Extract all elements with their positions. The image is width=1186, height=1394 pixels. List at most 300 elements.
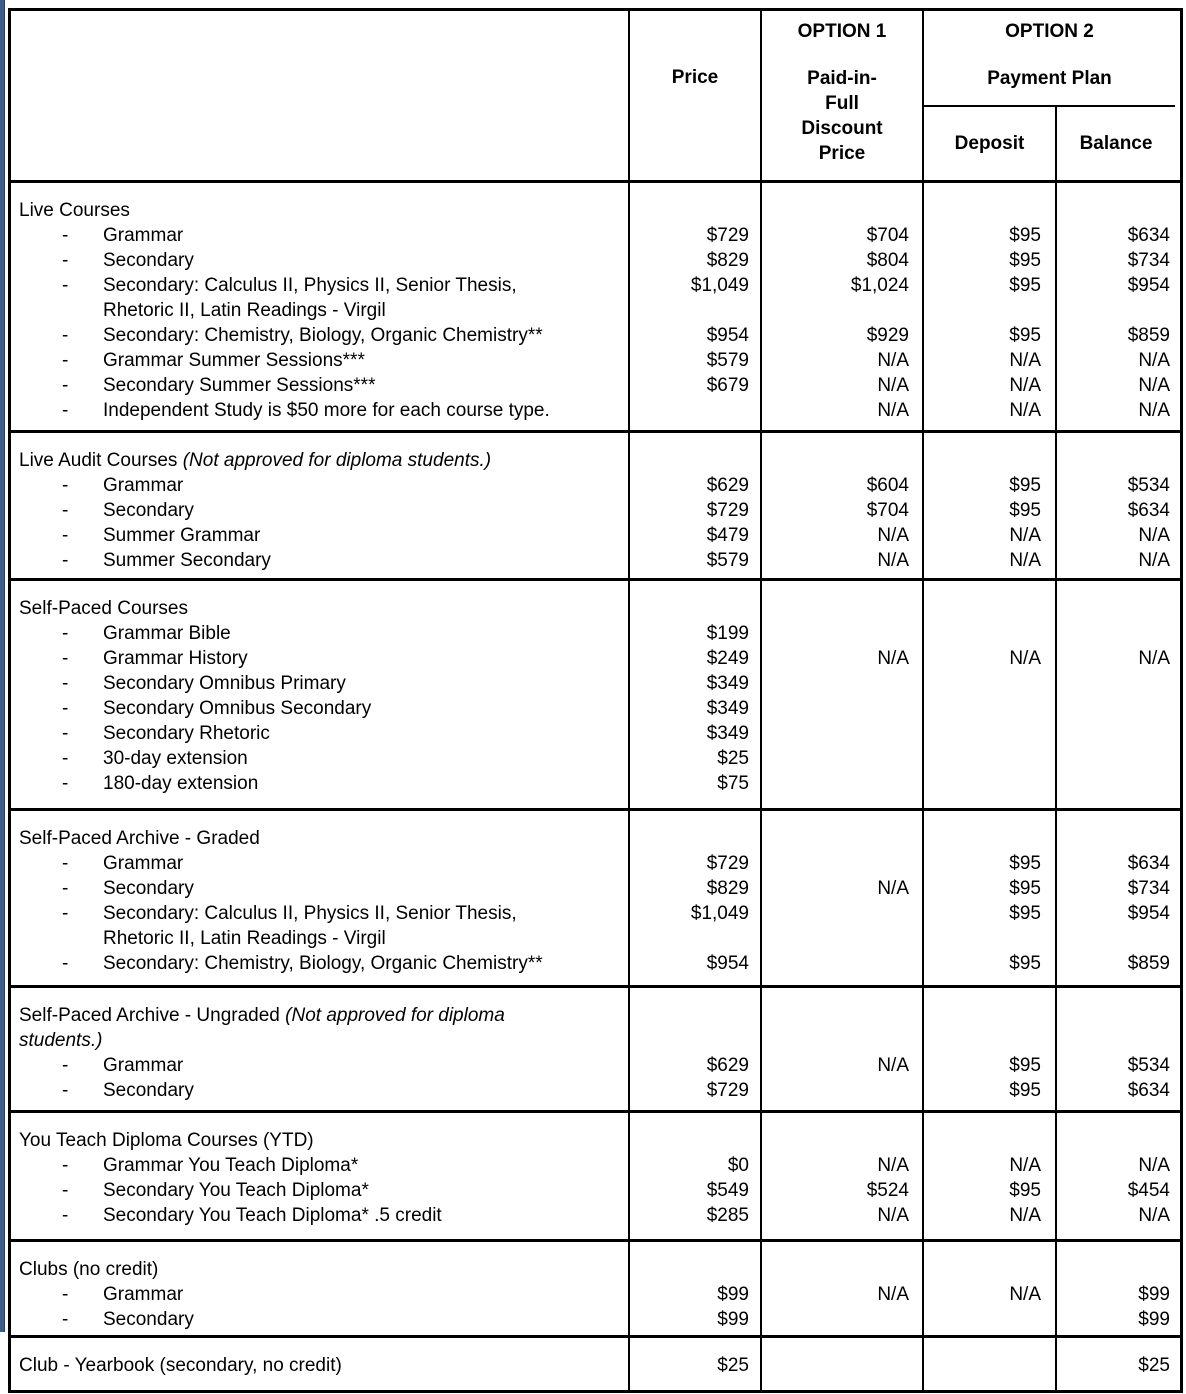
balance-cell: $954 [1127,903,1170,924]
course-item-text: 30-day extension [103,748,248,769]
option1-cell: N/A [877,550,909,571]
price-cell: $829 [706,878,749,899]
balance-cell [1057,1128,1178,1153]
balance-cell: N/A [1138,648,1170,669]
list-bullet: - [62,500,69,521]
option1-cell: $1,024 [850,275,909,296]
option1-cell: N/A [877,400,909,421]
section-title-text: Clubs (no credit) [19,1259,159,1280]
option1-cell [762,771,922,796]
course-item-line [11,901,628,926]
course-item-line [11,1282,628,1307]
course-item-text: Summer Grammar [103,525,261,546]
price-column [630,433,762,578]
price-cell: $829 [706,250,749,271]
deposit-cell: N/A [1009,350,1041,371]
balance-column [1057,1113,1178,1239]
course-item-line [11,771,628,796]
course-item-text: Secondary [103,250,194,271]
course-item-line [11,1153,628,1178]
section-title-text: Self-Paced Courses [19,598,188,619]
price-cell: $1,049 [690,903,749,924]
section-title [11,1353,628,1378]
course-item-line [11,548,628,573]
balance-cell: $859 [1127,953,1170,974]
list-bullet: - [62,1309,69,1330]
section-title-text: Live Audit Courses [19,450,183,471]
deposit-cell: N/A [1009,400,1041,421]
deposit-column [924,1242,1057,1335]
price-cell: $729 [706,500,749,521]
deposit-cell: $95 [1009,1080,1041,1101]
course-item-line [11,498,628,523]
description-header-cell [11,11,630,180]
balance-cell: $634 [1127,853,1170,874]
course-item-text: Secondary: Chemistry, Biology, Organic Chemistry** [103,325,543,346]
pricing-section [11,808,1180,985]
balance-cell: $734 [1127,250,1170,271]
option1-cell [762,851,922,876]
list-bullet: - [62,723,69,744]
course-item-line [11,1078,628,1103]
list-bullet: - [62,550,69,571]
balance-cell [1057,1257,1178,1282]
deposit-cell [924,696,1055,721]
deposit-column [924,1338,1057,1390]
description-column [11,183,630,430]
list-bullet: - [62,225,69,246]
course-item-text: Secondary [103,1309,194,1330]
balance-cell: $634 [1127,1080,1170,1101]
list-bullet: - [62,1080,69,1101]
price-cell: $954 [706,325,749,346]
deposit-column [924,183,1057,430]
pricing-section [11,180,1180,430]
list-bullet: - [62,673,69,694]
course-item-text: Secondary: Chemistry, Biology, Organic Chemistry** [103,953,543,974]
option2-title: OPTION 2 [1005,21,1094,42]
deposit-cell [924,746,1055,771]
deposit-column [924,433,1057,578]
deposit-cell: N/A [1009,375,1041,396]
balance-cell: N/A [1138,400,1170,421]
price-column [630,811,762,985]
list-bullet: - [62,623,69,644]
option2-header-group [924,11,1175,180]
course-item-line [11,248,628,273]
option1-cell [762,746,922,771]
price-cell: $1,049 [690,275,749,296]
course-item-text: Secondary You Teach Diploma* [103,1180,369,1201]
deposit-cell: $95 [1009,878,1041,899]
course-item-text: Rhetoric II, Latin Readings - Virgil [103,928,386,949]
section-title-text: Club - Yearbook (secondary, no credit) [19,1355,342,1376]
deposit-cell: $95 [1009,500,1041,521]
list-bullet: - [62,748,69,769]
list-bullet: - [62,475,69,496]
list-bullet: - [62,525,69,546]
balance-header-cell: Balance [1079,132,1153,154]
option1-title: OPTION 1 [797,21,887,42]
price-cell: $75 [717,773,749,794]
option1-cell: N/A [877,1055,909,1076]
price-cell: $349 [706,698,749,719]
option1-cell: N/A [877,1284,909,1305]
description-column [11,581,630,808]
option1-column [762,1113,924,1239]
balance-cell [1057,771,1178,796]
option1-cell: N/A [877,375,909,396]
list-bullet: - [62,1284,69,1305]
section-title [11,1128,628,1153]
balance-cell: $534 [1127,475,1170,496]
deposit-column [924,988,1057,1110]
list-bullet: - [62,275,69,296]
option1-cell [762,696,922,721]
course-item-text: Secondary [103,1080,194,1101]
deposit-cell: $95 [1009,1180,1041,1201]
list-bullet: - [62,853,69,874]
option1-cell: $704 [866,500,909,521]
viewer-edge-strip [0,0,5,1332]
course-item-line [11,696,628,721]
course-item-text: Secondary Omnibus Primary [103,673,346,694]
balance-cell: N/A [1138,375,1170,396]
course-item-line [11,398,628,423]
balance-cell [1057,671,1178,696]
price-cell: $729 [706,225,749,246]
course-item-text: Summer Secondary [103,550,271,571]
section-title [11,826,628,851]
course-item-text: Secondary Summer Sessions*** [103,375,376,396]
section-title-text: Self-Paced Archive - Graded [19,828,260,849]
deposit-cell: $95 [1009,903,1041,924]
pricing-section [11,1110,1180,1239]
balance-column [1057,811,1178,985]
section-title [11,198,628,223]
course-item-text: Secondary Rhetoric [103,723,270,744]
section-title [11,1003,628,1028]
deposit-cell: N/A [1009,1155,1041,1176]
balance-cell [1057,696,1178,721]
price-cell [630,398,760,423]
balance-cell [1057,621,1178,646]
option1-column [762,433,924,578]
option1-cell [762,951,922,976]
course-item-line [11,876,628,901]
price-cell [630,596,760,621]
section-title-text: Live Courses [19,200,130,221]
list-bullet: - [62,250,69,271]
balance-cell: N/A [1138,1155,1170,1176]
option1-cell [762,198,922,223]
balance-cell: $859 [1127,325,1170,346]
option1-subtitle: Paid-in-Full Discount Price [801,68,883,164]
price-cell [630,826,760,851]
price-cell [630,1257,760,1282]
option1-cell: $604 [866,475,909,496]
course-item-text: Grammar [103,225,184,246]
deposit-cell: $95 [1009,1055,1041,1076]
deposit-cell: N/A [1009,1284,1041,1305]
price-cell: $349 [706,673,749,694]
course-item-text: Secondary: Calculus II, Physics II, Senior Thesis, [103,275,517,296]
section-title-text: (Not approved for diploma [285,1005,505,1026]
balance-cell: $99 [1138,1309,1170,1330]
course-item-text: Grammar Bible [103,623,231,644]
course-item-text: Grammar [103,475,184,496]
deposit-cell [924,1307,1055,1332]
deposit-cell [924,198,1055,223]
list-bullet: - [62,698,69,719]
balance-cell [1057,1003,1178,1053]
deposit-cell [924,771,1055,796]
balance-cell: N/A [1138,1205,1170,1226]
price-cell: $679 [706,375,749,396]
deposit-cell: $95 [1009,275,1041,296]
list-bullet: - [62,878,69,899]
option1-cell [762,1128,922,1153]
list-bullet: - [62,1155,69,1176]
course-item-line [11,951,628,976]
list-bullet: - [62,1055,69,1076]
pricing-table [8,8,1183,1393]
deposit-cell: $95 [1009,953,1041,974]
deposit-cell [924,448,1055,473]
course-item-line [11,851,628,876]
price-cell [630,1128,760,1153]
option1-cell [762,901,922,951]
deposit-cell [924,1257,1055,1282]
option1-column [762,811,924,985]
section-title-text: You Teach Diploma Courses (YTD) [19,1130,314,1151]
list-bullet: - [62,375,69,396]
deposit-cell: N/A [1009,525,1041,546]
balance-cell: $634 [1127,500,1170,521]
deposit-cell: N/A [1009,550,1041,571]
option2-header-cell [924,11,1175,105]
course-item-line [11,523,628,548]
list-bullet: - [62,325,69,346]
description-column [11,1338,630,1390]
course-item-text: Secondary [103,500,194,521]
description-column [11,811,630,985]
balance-column [1057,183,1178,430]
section-title-text: students.) [19,1030,103,1051]
balance-cell [1057,826,1178,851]
course-item-line [11,1203,628,1228]
price-cell: $249 [706,648,749,669]
option1-cell: N/A [877,1155,909,1176]
balance-cell [1057,448,1178,473]
deposit-cell [924,671,1055,696]
price-column [630,1113,762,1239]
table-header [11,11,1180,180]
price-cell: $549 [706,1180,749,1201]
course-item-line [11,1053,628,1078]
course-item-text: Grammar Summer Sessions*** [103,350,365,371]
deposit-cell: $95 [1009,325,1041,346]
course-item-line [11,1178,628,1203]
course-item-text: Grammar [103,1284,184,1305]
course-item-text: Grammar [103,853,184,874]
list-bullet: - [62,903,69,924]
deposit-cell [924,621,1055,646]
section-title [11,448,628,473]
price-header-cell: Price [630,11,762,180]
course-item-text: Secondary Omnibus Secondary [103,698,372,719]
list-bullet: - [62,350,69,371]
section-title-text: Self-Paced Archive - Ungraded [19,1005,286,1026]
course-item-text: Secondary: Calculus II, Physics II, Senior Thesis, [103,903,517,924]
balance-cell: $454 [1127,1180,1170,1201]
course-item-text: Rhetoric II, Latin Readings - Virgil [103,300,386,321]
section-title [11,1028,628,1053]
option1-cell [762,448,922,473]
balance-cell [1057,198,1178,223]
course-item-line [11,273,628,298]
balance-column [1057,988,1178,1110]
balance-cell [1057,721,1178,746]
balance-cell [1057,596,1178,621]
price-cell: $954 [706,953,749,974]
deposit-cell [924,1128,1055,1153]
price-column [630,1338,762,1390]
option1-cell [762,671,922,696]
deposit-cell [924,596,1055,621]
course-item-line [11,926,628,951]
list-bullet: - [62,1205,69,1226]
price-column [630,183,762,430]
deposit-cell: $95 [1009,225,1041,246]
pricing-section [11,1239,1180,1335]
option1-cell: N/A [877,648,909,669]
pricing-section [11,1335,1180,1390]
balance-column [1057,433,1178,578]
deposit-cell: $95 [1009,475,1041,496]
option1-cell [762,596,922,621]
option1-column [762,1338,924,1390]
course-item-line [11,323,628,348]
course-item-text: Grammar [103,1055,184,1076]
option1-cell [762,1003,922,1053]
balance-cell: $954 [1127,275,1170,296]
course-item-text: Grammar You Teach Diploma* [103,1155,359,1176]
deposit-cell [924,721,1055,746]
price-cell: $99 [717,1309,749,1330]
balance-cell: $734 [1127,878,1170,899]
balance-cell: N/A [1138,525,1170,546]
price-cell: $629 [706,1055,749,1076]
table-body [11,180,1180,1390]
price-cell: $729 [706,853,749,874]
course-item-line [11,671,628,696]
course-item-line [11,298,628,323]
option1-cell: N/A [877,350,909,371]
course-item-line [11,646,628,671]
course-item-text: Secondary [103,878,194,899]
balance-cell: $25 [1138,1355,1170,1376]
price-cell: $349 [706,723,749,744]
course-item-text: Secondary You Teach Diploma* .5 credit [103,1205,442,1226]
list-bullet: - [62,1180,69,1201]
price-column [630,988,762,1110]
balance-column [1057,1242,1178,1335]
option1-cell [762,1078,922,1103]
course-item-line [11,621,628,646]
deposit-cell [924,1353,1055,1378]
deposit-column [924,581,1057,808]
price-cell: $99 [717,1284,749,1305]
option1-cell: $524 [866,1180,909,1201]
price-cell: $479 [706,525,749,546]
price-column [630,1242,762,1335]
price-cell [630,1003,760,1053]
pricing-section [11,578,1180,808]
price-cell: $285 [706,1205,749,1226]
price-cell [630,198,760,223]
option1-cell: N/A [877,1205,909,1226]
description-column [11,433,630,578]
description-column [11,1242,630,1335]
pricing-section [11,430,1180,578]
balance-cell: $99 [1138,1284,1170,1305]
section-title [11,596,628,621]
option1-column [762,581,924,808]
option1-cell: N/A [877,878,909,899]
balance-cell [1057,746,1178,771]
deposit-column [924,811,1057,985]
deposit-column [924,1113,1057,1239]
course-item-line [11,1307,628,1332]
pricing-section [11,985,1180,1110]
option1-cell [762,621,922,646]
course-item-line [11,348,628,373]
option1-column [762,183,924,430]
course-item-line [11,721,628,746]
balance-cell: N/A [1138,550,1170,571]
deposit-cell: N/A [1009,1205,1041,1226]
section-title-text: (Not approved for diploma students.) [182,450,492,471]
option1-cell: $704 [866,225,909,246]
deposit-cell: $95 [1009,250,1041,271]
option1-cell: N/A [877,525,909,546]
option1-cell [762,1257,922,1282]
deposit-cell: N/A [1009,648,1041,669]
price-cell [630,448,760,473]
deposit-cell [924,1003,1055,1053]
price-cell: $729 [706,1080,749,1101]
price-cell: $25 [717,1355,749,1376]
course-item-line [11,746,628,771]
course-item-line [11,473,628,498]
option2-subtitle: Payment Plan [987,68,1112,89]
option1-column [762,1242,924,1335]
balance-cell: $634 [1127,225,1170,246]
option1-cell [762,826,922,851]
price-cell: $629 [706,475,749,496]
deposit-cell: $95 [1009,853,1041,874]
course-item-text: 180-day extension [103,773,259,794]
balance-column [1057,581,1178,808]
option1-cell [762,1353,922,1378]
list-bullet: - [62,648,69,669]
option1-column [762,988,924,1110]
option1-cell [762,1307,922,1332]
description-column [11,1113,630,1239]
price-column [630,581,762,808]
section-title [11,1257,628,1282]
